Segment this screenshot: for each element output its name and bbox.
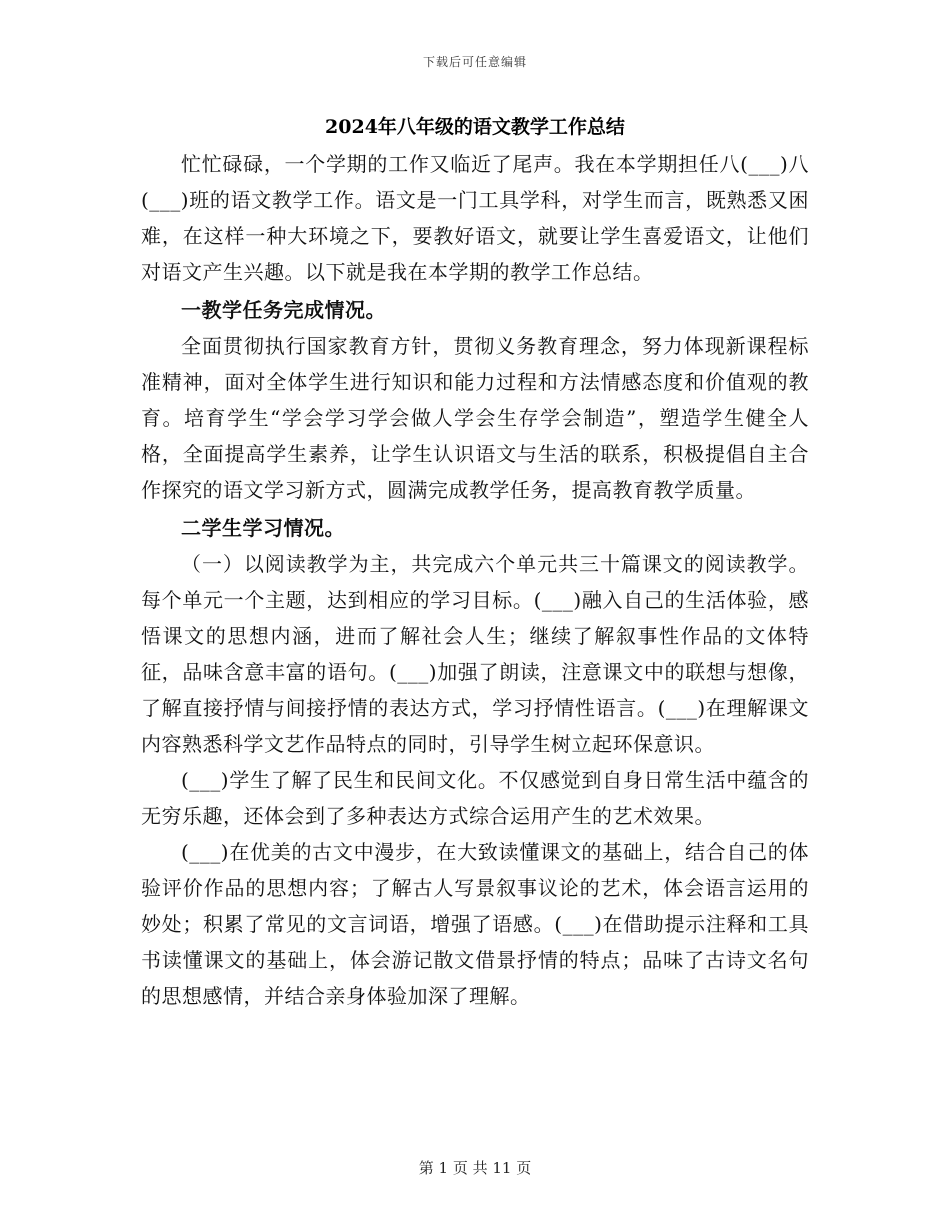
section-2-paragraph-2: (___)学生了解了民生和民间文化。不仅感觉到自身日常生活中蕴含的无穷乐趣，还体会到了多种表达方式综合运用产生的艺术效果。 [141,768,809,828]
page-header-note: 下载后可任意编辑 [422,55,527,69]
section-heading-1: 一教学任务完成情况。 [181,298,386,322]
document-title: 2024年八年级的语文教学工作总结 [325,116,625,138]
intro-paragraph: 忙忙碌碌，一个学期的工作又临近了尾声。我在本学期担任八(___)八(___)班的语文教学工作。语文是一门工具学科，对学生而言，既熟悉又困难，在这样一种大环境之下，要教好语文，就要让学生喜爱语文，让他们对语文产生兴趣。以下就是我在本学期的教学工作总结。 [141,152,809,284]
section-2-paragraph-1: （一）以阅读教学为主，共完成六个单元共三十篇课文的阅读教学。每个单元一个主题，达到相应的学习目标。(___)融入自己的生活体验，感悟课文的思想内涵，进而了解社会人生；继续了解叙事性作品的文体特征，品味含意丰富的语句。(___)加强了朗读，注意课文中的联想与想像，了解直接抒情与间接抒情的表达方式，学习抒情性语言。(___)在理解课文内容熟悉科学文艺作品特点的同时，引导学生树立起环保意识。 [141,552,809,756]
document-body [141,146,809,1014]
section-heading-2: 二学生学习情况。 [181,516,345,540]
page-number-footer: 第 1 页 共 11 页 [418,1159,532,1177]
section-1-paragraph: 全面贯彻执行国家教育方针，贯彻义务教育理念，努力体现新课程标准精神，面对全体学生进行知识和能力过程和方法情感态度和价值观的教育。培育学生“学会学习学会做人学会生存学会制造”，塑造学生健全人格，全面提高学生素养，让学生认识语文与生活的联系，积极提倡自主合作探究的语文学习新方式，圆满完成教学任务，提高教育教学质量。 [141,334,809,502]
section-2-paragraph-3: (___)在优美的古文中漫步，在大致读懂课文的基础上，结合自己的体验评价作品的思想内容；了解古人写景叙事议论的艺术，体会语言运用的妙处；积累了常见的文言词语，增强了语感。(___)在借助提示注释和工具书读懂课文的基础上，体会游记散文借景抒情的特点；品味了古诗文名句的思想感情，并结合亲身体验加深了理解。 [141,840,809,1008]
